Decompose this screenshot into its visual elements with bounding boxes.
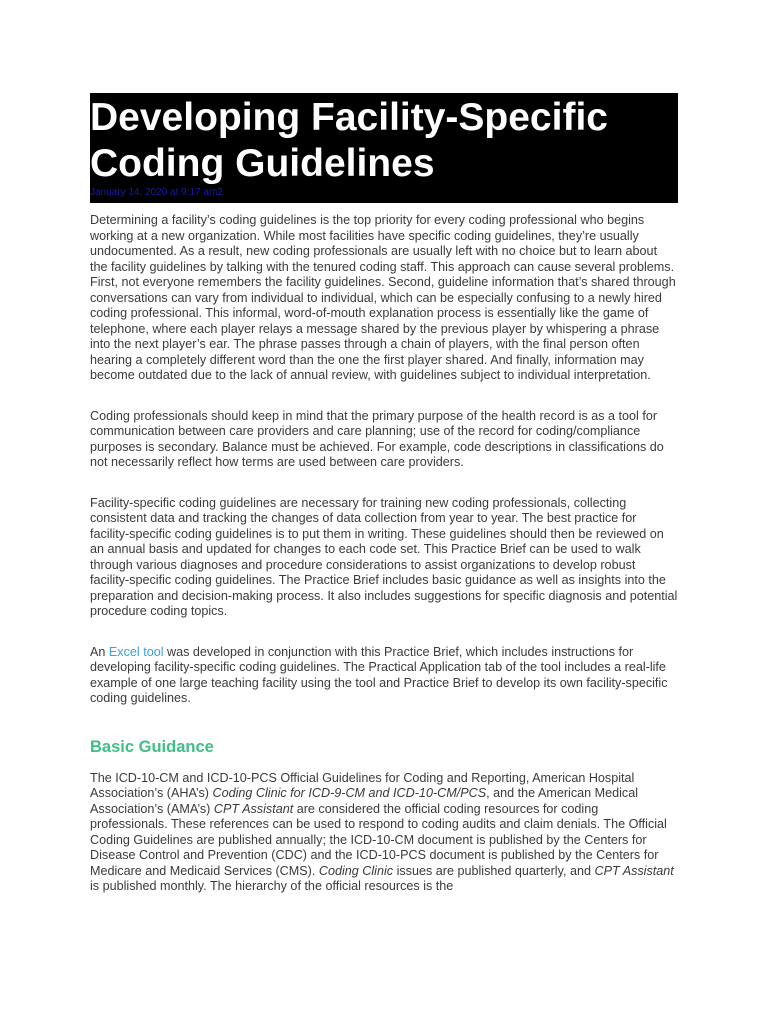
post-date[interactable]: January 14, 2020 at 9:17 am2 — [90, 187, 223, 198]
excel-tool-link[interactable]: Excel tool — [108, 644, 164, 659]
excel-tool-paragraph — [90, 645, 678, 707]
italic-reference: CPT Assistant — [594, 863, 674, 878]
page-title: Developing Facility-Specific Coding Guidelines — [90, 96, 608, 185]
intro-paragraph: Determining a facility’s coding guidelines is the top priority for every coding professional who begins working at a new organization. While most facilities have specific coding guidelines, they’re usually undocumented. As a result, new coding professionals are usually left with no choice but to learn about the facility guidelines by talking with the tenured coding staff. This approach can cause several problems. First, not everyone remembers the facility guidelines. Second, guideline information that’s shared through conversations can vary from individual to individual, which can be especially confusing to a newly hired coding professional. This informal, word-of-mouth explanation process is essentially like the game of telephone, where each player relays a message shared by the previous player by whispering a phrase into the next player’s ear. The phrase passes through a chain of players, with the final person often hearing a completely different word than the one the first player shared. And finally, information may become outdated due to the lack of annual review, with guidelines subject to individual interpretation. — [90, 213, 676, 382]
basic-guidance-paragraph — [90, 771, 678, 895]
section-heading-basic-guidance: Basic Guidance — [90, 737, 214, 756]
italic-reference: CPT Assistant — [213, 801, 294, 816]
italic-reference: Coding Clinic for ICD-9-CM and ICD-10-CM/PCS — [212, 786, 487, 800]
excel-tool-prefix: An — [90, 644, 109, 659]
text-segment: is published monthly. The hierarchy of the official resources is the — [90, 879, 454, 893]
health-record-paragraph: Coding professionals should keep in mind that the primary purpose of the health record is as a tool for communication between care providers and care planning; use of the record for coding/compliance purposes is secondary. Balance must be achieved. For example, code descriptions in classifications do not necessarily reflect how terms are used between care providers. — [90, 408, 664, 469]
facility-guidelines-paragraph: Facility-specific coding guidelines are necessary for training new coding professionals, collecting consistent data and tracking the changes of data collection from year to year. The best practice for facility-specific coding guidelines is to put them in writing. These guidelines should then be reviewed on an annual basis and updated for changes to each code set. This Practice Brief can be used to walk through various diagnoses and procedure considerations to assist organizations to develop robust facility-specific coding guidelines. The Practice Brief includes basic guidance as well as insights into the preparation and decision-making process. It also includes suggestions for specific diagnosis and potential procedure coding topics. — [90, 495, 678, 618]
text-segment: are considered the official coding resources for coding professionals. These references can be used to respond to coding audits and claim denials. The Official Coding Guidelines are published annually; the ICD-10-CM document is published by the Centers for Disease Control and Prevention (CDC) and the ICD-10-PCS document is published by the Centers for Medicare and Medicaid Services (CMS). — [90, 801, 667, 878]
article — [90, 93, 678, 895]
text-segment: The ICD-10-CM and ICD-10-PCS Official Guidelines for Coding and Reporting, American Hospital Association’s (AHA’s) — [90, 770, 635, 800]
text-segment: issues are published quarterly, and — [393, 863, 595, 878]
italic-reference: Coding Clinic — [318, 863, 394, 878]
text-segment: , and the American Medical Association’s (AMA’s) — [90, 786, 639, 816]
excel-tool-suffix: was developed in conjunction with this Practice Brief, which includes instructions for developing facility-specific coding guidelines. The Practical Application tab of the tool includes a real-life example of one large teaching facility using the tool and Practice Brief to develop its own facility-specific coding guidelines. — [90, 644, 668, 705]
title-banner — [90, 93, 678, 203]
